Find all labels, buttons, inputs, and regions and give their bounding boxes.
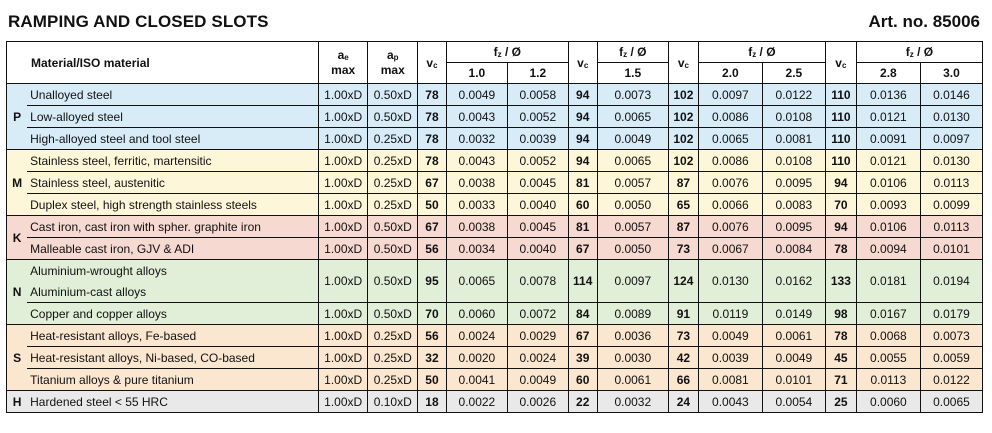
fz-header-1: fz / Ø: [446, 42, 568, 63]
fz-value: 0.0065: [597, 150, 668, 172]
vc-value: 78: [418, 84, 447, 106]
fz-value: 0.0039: [507, 128, 568, 150]
fz-value: 0.0054: [762, 391, 825, 413]
fz-value: 0.0106: [856, 172, 920, 194]
vc-value: 67: [568, 325, 597, 347]
material-name: Heat-resistant alloys, Fe-based: [27, 325, 318, 347]
material-name: Heat-resistant alloys, Ni-based, CO-based: [27, 347, 318, 369]
ap-value: 0.50xD: [368, 238, 418, 260]
fz-value: 0.0113: [920, 172, 982, 194]
material-name: Hardened steel < 55 HRC: [27, 391, 318, 413]
vc-value: 56: [418, 325, 447, 347]
vc-header-3: vc: [668, 42, 698, 84]
ap-value: 0.25xD: [368, 325, 418, 347]
fz-value: 0.0040: [507, 238, 568, 260]
ap-header: [368, 42, 418, 84]
iso-group-label: K: [7, 216, 28, 260]
ae-value: 1.00xD: [318, 84, 368, 106]
fz-value: 0.0194: [920, 260, 982, 303]
vc-header-2: vc: [568, 42, 597, 84]
ap-subscript: p: [393, 53, 399, 62]
ae-value: 1.00xD: [318, 391, 368, 413]
table-row: [7, 216, 983, 238]
fz-value: 0.0078: [507, 260, 568, 303]
diameter-header: 2.8: [856, 63, 920, 84]
ae-subscript: e: [344, 53, 349, 62]
vc-value: 133: [825, 260, 856, 303]
fz-value: 0.0162: [762, 260, 825, 303]
ap-value: 0.25xD: [368, 194, 418, 216]
vc-value: 78: [418, 150, 447, 172]
table-row: [7, 84, 983, 106]
ae-value: 1.00xD: [318, 238, 368, 260]
vc-value: 102: [668, 84, 698, 106]
fz-value: 0.0130: [920, 150, 982, 172]
table-row: [7, 128, 983, 150]
fz-value: 0.0052: [507, 150, 568, 172]
fz-value: 0.0167: [856, 303, 920, 325]
fz-value: 0.0081: [698, 369, 762, 391]
vc-value: 94: [825, 216, 856, 238]
vc-value: 22: [568, 391, 597, 413]
vc-value: 91: [668, 303, 698, 325]
diameter-header: 1.2: [507, 63, 568, 84]
vc-value: 66: [668, 369, 698, 391]
fz-value: 0.0097: [920, 128, 982, 150]
ae-value: 1.00xD: [318, 106, 368, 128]
ap-value: 0.10xD: [368, 391, 418, 413]
vc-value: 95: [418, 260, 447, 303]
vc-value: 87: [668, 216, 698, 238]
fz-value: 0.0121: [856, 106, 920, 128]
vc-value: 94: [568, 128, 597, 150]
fz-value: 0.0052: [507, 106, 568, 128]
fz-value: 0.0106: [856, 216, 920, 238]
ap-value: 0.50xD: [368, 106, 418, 128]
fz-value: 0.0091: [856, 128, 920, 150]
ap-value: 0.25xD: [368, 172, 418, 194]
vc-value: 60: [568, 369, 597, 391]
vc-value: 94: [568, 106, 597, 128]
vc-value: 84: [568, 303, 597, 325]
fz-value: 0.0130: [920, 106, 982, 128]
vc-value: 81: [568, 172, 597, 194]
vc-value: 65: [668, 194, 698, 216]
fz-value: 0.0030: [597, 347, 668, 369]
fz-value: 0.0066: [698, 194, 762, 216]
ae-header: [318, 42, 368, 84]
fz-value: 0.0034: [446, 238, 507, 260]
vc-value: 50: [418, 194, 447, 216]
ae-value: 1.00xD: [318, 194, 368, 216]
fz-value: 0.0086: [698, 106, 762, 128]
vc-value: 78: [418, 128, 447, 150]
table-row: [7, 238, 983, 260]
vc-value: 102: [668, 128, 698, 150]
vc-header-4: vc: [825, 42, 856, 84]
fz-value: 0.0045: [507, 216, 568, 238]
material-name: High-alloyed steel and tool steel: [27, 128, 318, 150]
fz-value: 0.0097: [698, 84, 762, 106]
fz-value: 0.0136: [856, 84, 920, 106]
material-name: Copper and copper alloys: [27, 303, 318, 325]
fz-value: 0.0060: [856, 391, 920, 413]
table-row: [7, 172, 983, 194]
material-name: Aluminium-cast alloys: [27, 281, 318, 303]
ap-value: 0.50xD: [368, 84, 418, 106]
fz-value: 0.0068: [856, 325, 920, 347]
fz-value: 0.0108: [762, 106, 825, 128]
fz-value: 0.0073: [597, 84, 668, 106]
ap-value: 0.25xD: [368, 150, 418, 172]
iso-group-label: S: [7, 325, 28, 391]
ae-value: 1.00xD: [318, 172, 368, 194]
vc-value: 70: [418, 303, 447, 325]
fz-value: 0.0038: [446, 216, 507, 238]
vc-value: 56: [418, 238, 447, 260]
vc-value: 102: [668, 106, 698, 128]
vc-value: 110: [825, 84, 856, 106]
fz-value: 0.0049: [762, 347, 825, 369]
fz-value: 0.0072: [507, 303, 568, 325]
table-row: [7, 369, 983, 391]
material-header: Material/ISO material: [7, 42, 319, 84]
fz-value: 0.0121: [856, 150, 920, 172]
ae-symbol: a: [337, 48, 345, 62]
iso-group-label: M: [7, 150, 28, 216]
material-name: Duplex steel, high strength stainless steels: [27, 194, 318, 216]
vc-value: 110: [825, 150, 856, 172]
fz-value: 0.0057: [597, 216, 668, 238]
material-name: Malleable cast iron, GJV & ADI: [27, 238, 318, 260]
fz-value: 0.0049: [597, 128, 668, 150]
diameter-header: 1.0: [446, 63, 507, 84]
diameter-header: 2.5: [762, 63, 825, 84]
material-name: Aluminium-wrought alloys: [27, 260, 318, 282]
ap-value: 0.50xD: [368, 216, 418, 238]
fz-value: 0.0181: [856, 260, 920, 303]
fz-value: 0.0032: [446, 128, 507, 150]
vc-value: 94: [825, 172, 856, 194]
fz-value: 0.0036: [597, 325, 668, 347]
vc-value: 87: [668, 172, 698, 194]
fz-value: 0.0061: [597, 369, 668, 391]
vc-value: 94: [568, 84, 597, 106]
ae-value: 1.00xD: [318, 150, 368, 172]
ae-max-label: max: [331, 63, 356, 77]
fz-value: 0.0065: [920, 391, 982, 413]
table-row: [7, 391, 983, 413]
vc-value: 67: [418, 216, 447, 238]
fz-value: 0.0108: [762, 150, 825, 172]
fz-value: 0.0060: [446, 303, 507, 325]
fz-value: 0.0049: [698, 325, 762, 347]
vc-value: 67: [418, 172, 447, 194]
fz-value: 0.0099: [920, 194, 982, 216]
ap-max-label: max: [380, 63, 405, 77]
vc-value: 78: [825, 325, 856, 347]
ae-value: 1.00xD: [318, 128, 368, 150]
ap-value: 0.25xD: [368, 369, 418, 391]
vc-value: 73: [668, 325, 698, 347]
ae-value: 1.00xD: [318, 347, 368, 369]
fz-value: 0.0020: [446, 347, 507, 369]
fz-value: 0.0076: [698, 216, 762, 238]
ap-value: 0.25xD: [368, 128, 418, 150]
iso-group-label: H: [7, 391, 28, 413]
fz-value: 0.0041: [446, 369, 507, 391]
fz-value: 0.0059: [920, 347, 982, 369]
fz-value: 0.0119: [698, 303, 762, 325]
fz-value: 0.0081: [762, 128, 825, 150]
vc-value: 67: [568, 238, 597, 260]
fz-value: 0.0043: [446, 106, 507, 128]
vc-value: 98: [825, 303, 856, 325]
ap-value: 0.50xD: [368, 303, 418, 325]
fz-value: 0.0086: [698, 150, 762, 172]
fz-value: 0.0026: [507, 391, 568, 413]
fz-value: 0.0024: [507, 347, 568, 369]
ap-value: 0.50xD: [368, 260, 418, 303]
fz-value: 0.0113: [856, 369, 920, 391]
ae-value: 1.00xD: [318, 369, 368, 391]
material-name: Stainless steel, austenitic: [27, 172, 318, 194]
fz-value: 0.0101: [920, 238, 982, 260]
fz-value: 0.0055: [856, 347, 920, 369]
fz-value: 0.0045: [507, 172, 568, 194]
vc-value: 24: [668, 391, 698, 413]
iso-group-label: N: [7, 260, 28, 325]
vc-value: 102: [668, 150, 698, 172]
fz-header-4: fz / Ø: [856, 42, 982, 63]
fz-value: 0.0113: [920, 216, 982, 238]
table-body: [7, 84, 983, 413]
vc-value: 73: [668, 238, 698, 260]
fz-value: 0.0149: [762, 303, 825, 325]
vc-value: 94: [568, 150, 597, 172]
fz-value: 0.0095: [762, 216, 825, 238]
table-row: [7, 325, 983, 347]
ae-value: 1.00xD: [318, 325, 368, 347]
vc-value: 78: [418, 106, 447, 128]
diameter-header: 3.0: [920, 63, 982, 84]
table-row: [7, 150, 983, 172]
vc-header-1: vc: [418, 42, 447, 84]
table-row: [7, 194, 983, 216]
fz-value: 0.0122: [920, 369, 982, 391]
fz-value: 0.0050: [597, 194, 668, 216]
fz-value: 0.0067: [698, 238, 762, 260]
table-row: [7, 260, 983, 282]
fz-value: 0.0094: [856, 238, 920, 260]
material-name: Titanium alloys & pure titanium: [27, 369, 318, 391]
vc-value: 50: [418, 369, 447, 391]
fz-value: 0.0043: [698, 391, 762, 413]
vc-value: 124: [668, 260, 698, 303]
fz-value: 0.0065: [597, 106, 668, 128]
fz-value: 0.0122: [762, 84, 825, 106]
fz-value: 0.0040: [507, 194, 568, 216]
table-row: [7, 303, 983, 325]
material-name: Cast iron, cast iron with spher. graphite iron: [27, 216, 318, 238]
fz-value: 0.0049: [507, 369, 568, 391]
fz-value: 0.0033: [446, 194, 507, 216]
material-name: Low-alloyed steel: [27, 106, 318, 128]
iso-group-label: P: [7, 84, 28, 150]
fz-value: 0.0093: [856, 194, 920, 216]
vc-value: 25: [825, 391, 856, 413]
vc-value: 110: [825, 106, 856, 128]
material-name: Unalloyed steel: [27, 84, 318, 106]
fz-value: 0.0065: [698, 128, 762, 150]
ap-symbol: a: [386, 48, 394, 62]
fz-value: 0.0146: [920, 84, 982, 106]
fz-value: 0.0083: [762, 194, 825, 216]
fz-value: 0.0049: [446, 84, 507, 106]
diameter-header: 1.5: [597, 63, 668, 84]
fz-header-2: fz / Ø: [597, 42, 668, 63]
vc-value: 114: [568, 260, 597, 303]
table-row: [7, 106, 983, 128]
diameter-header: 2.0: [698, 63, 762, 84]
vc-value: 78: [825, 238, 856, 260]
fz-value: 0.0043: [446, 150, 507, 172]
vc-value: 45: [825, 347, 856, 369]
fz-value: 0.0022: [446, 391, 507, 413]
fz-value: 0.0050: [597, 238, 668, 260]
table-row: [7, 347, 983, 369]
fz-value: 0.0089: [597, 303, 668, 325]
page-title: RAMPING AND CLOSED SLOTS: [8, 12, 269, 31]
fz-header-3: fz / Ø: [698, 42, 825, 63]
fz-value: 0.0024: [446, 325, 507, 347]
fz-value: 0.0061: [762, 325, 825, 347]
article-number: Art. no. 85006: [868, 12, 980, 31]
vc-value: 32: [418, 347, 447, 369]
ae-value: 1.00xD: [318, 303, 368, 325]
vc-value: 39: [568, 347, 597, 369]
vc-value: 70: [825, 194, 856, 216]
fz-value: 0.0039: [698, 347, 762, 369]
fz-value: 0.0038: [446, 172, 507, 194]
vc-value: 42: [668, 347, 698, 369]
vc-value: 60: [568, 194, 597, 216]
ap-value: 0.25xD: [368, 347, 418, 369]
vc-value: 110: [825, 128, 856, 150]
vc-value: 81: [568, 216, 597, 238]
fz-value: 0.0032: [597, 391, 668, 413]
cutting-data-table: [6, 41, 983, 413]
fz-value: 0.0058: [507, 84, 568, 106]
fz-value: 0.0097: [597, 260, 668, 303]
fz-value: 0.0073: [920, 325, 982, 347]
fz-value: 0.0065: [446, 260, 507, 303]
fz-value: 0.0101: [762, 369, 825, 391]
fz-value: 0.0095: [762, 172, 825, 194]
fz-value: 0.0179: [920, 303, 982, 325]
fz-value: 0.0029: [507, 325, 568, 347]
vc-value: 18: [418, 391, 447, 413]
fz-value: 0.0076: [698, 172, 762, 194]
ae-value: 1.00xD: [318, 260, 368, 303]
material-name: Stainless steel, ferritic, martensitic: [27, 150, 318, 172]
fz-value: 0.0130: [698, 260, 762, 303]
fz-value: 0.0057: [597, 172, 668, 194]
fz-value: 0.0084: [762, 238, 825, 260]
ae-value: 1.00xD: [318, 216, 368, 238]
vc-value: 71: [825, 369, 856, 391]
